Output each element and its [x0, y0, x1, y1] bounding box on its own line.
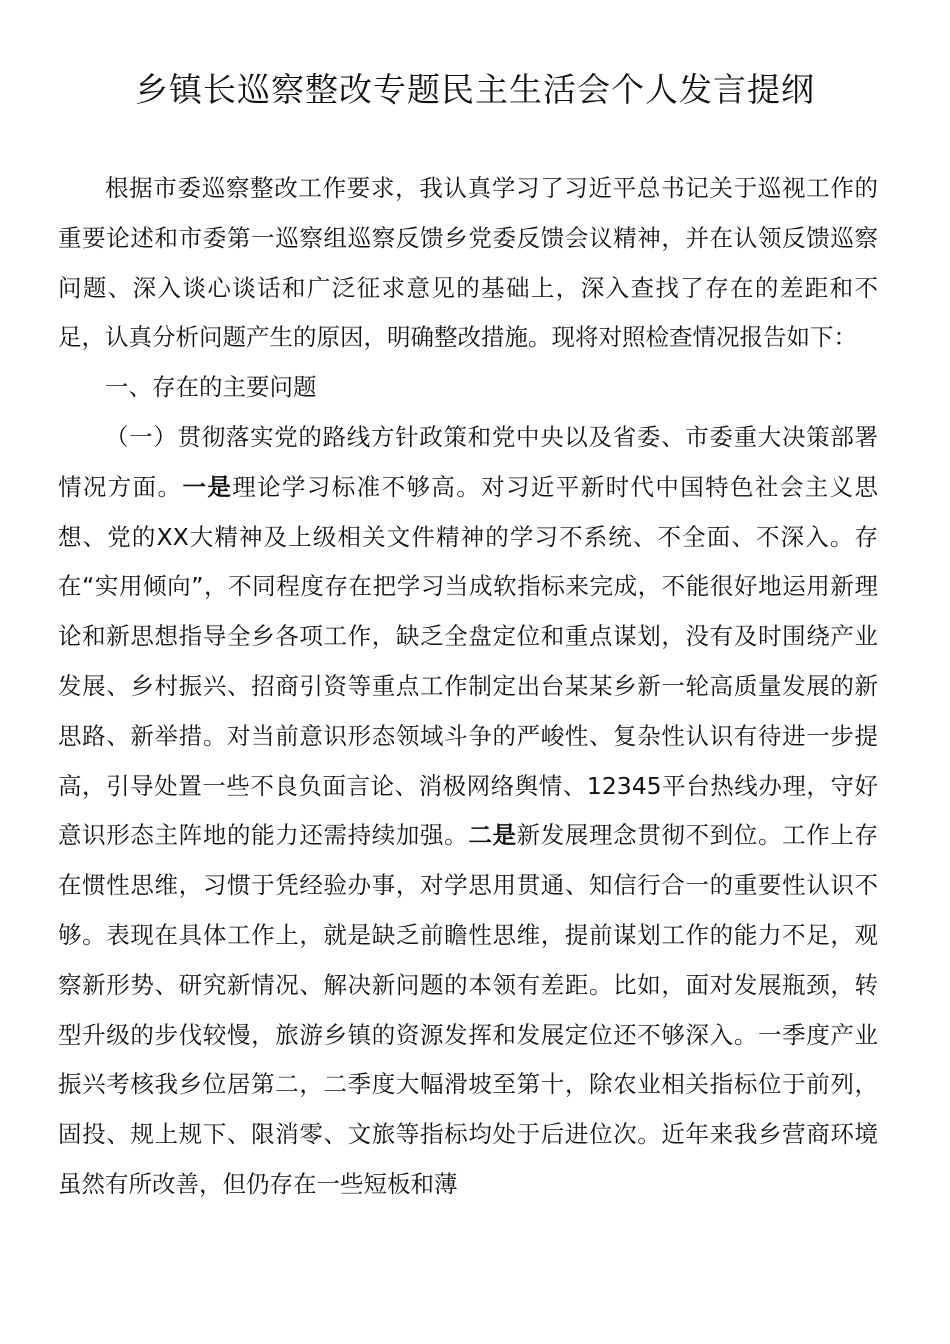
document-title: 乡镇长巡察整改专题民主生活会个人发言提纲 — [135, 70, 815, 109]
point-label-2: 二是 — [468, 821, 517, 850]
point-label-1: 一是 — [182, 472, 233, 501]
subsection-lead: （一）贯彻落实党的路线方针政策和党中央以及省委、市委重大决策部署情况方面。 — [58, 422, 878, 501]
section-heading: 一、存在的主要问题 — [105, 373, 317, 402]
point-text-2: 新发展理念贯彻不到位。工作上存在惯性思维，习惯于凭经验办事，对学思用贯通、知信行合一的重要性认识不够。表现在具体工作上，就是缺乏前瞻性思维，提前谋划工作的能力不足，观察新形势、研究新情况、解决新问题的本领有差距。比如，面对发展瓶颈，转型升级的步伐较慢，旅游乡镇的资源发挥和发展定位还不够深入。一季度产业振兴考核我乡位居第二，二季度大幅滑坡至第十，除农业相关指标位于前列，固投、规上规下、限消零、文旅等指标均处于后进位次。近年来我乡营商环境虽然有所改善，但仍存在一些短板和薄 — [58, 821, 879, 1198]
intro-paragraph: 根据市委巡察整改工作要求，我认真学习了习近平总书记关于巡视工作的重要论述和市委第一巡察组巡察反馈乡党委反馈会议精神，并在认领反馈巡察问题、深入谈心谈话和广泛征求意见的基础上，深入查找了存在的差距和不足，认真分析问题产生的原因，明确整改措施。现将对照检查情况报告如下： — [58, 174, 878, 352]
point-text-1: 理论学习标准不够高。对习近平新时代中国特色社会主义思想、党的XX大精神及上级相关文件精神的学习不系统、不全面、不深入。存在“实用倾向”，不同程度存在把学习当成软指标来完成，不能很好地运用新理论和新思想指导全乡各项工作，缺乏全盘定位和重点谋划，没有及时围绕产业发展、乡村振兴、招商引资等重点工作制定出台某某乡新一轮高质量发展的新思路、新举措。对当前意识形态领域斗争的严峻性、复杂性认识有待进一步提高，引导处置一些不良负面言论、消极网络舆情、12345平台热线办理，守好意识形态主阵地的能力还需持续加强。 — [58, 472, 878, 850]
document-body — [58, 164, 878, 1210]
subsection-paragraph — [58, 413, 878, 1210]
